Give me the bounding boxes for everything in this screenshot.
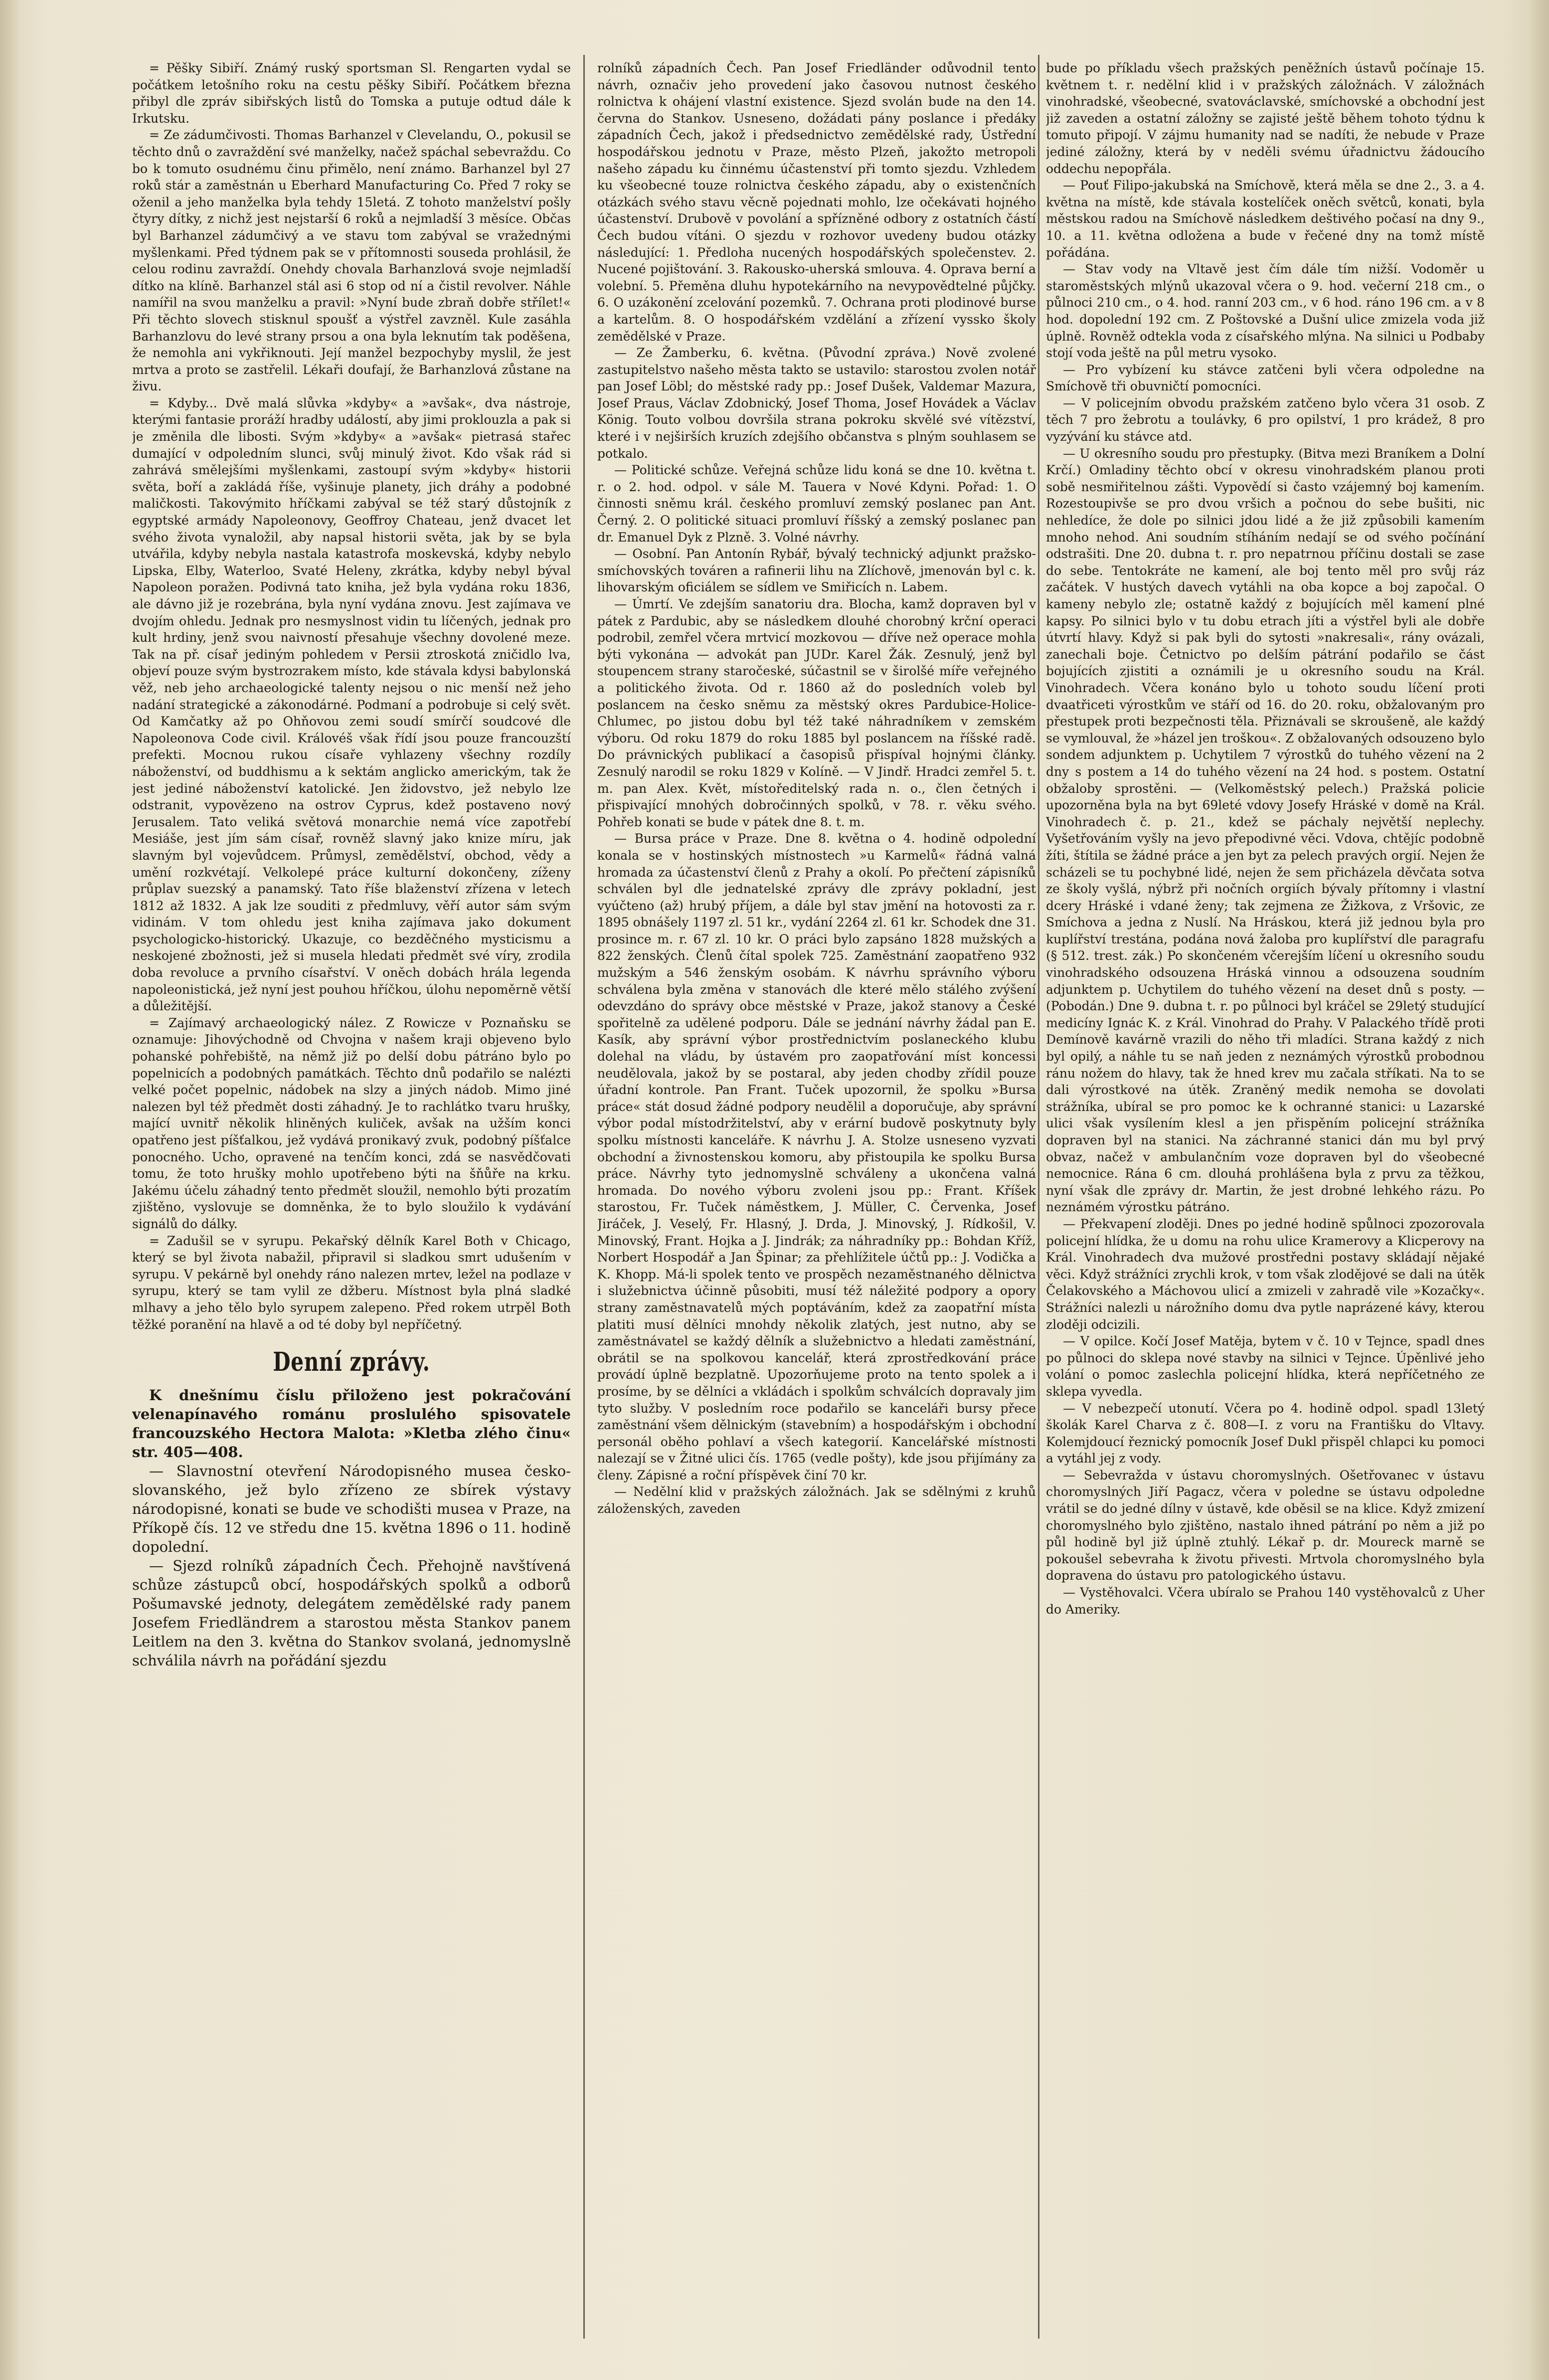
article: — Vystěhovalci. Včera ubíralo se Prahou 140 vystěhovalců z Uher do Ameriky.: [1046, 1585, 1485, 1617]
article: = Ze zádumčivosti. Thomas Barhanzel v Clevelandu, O., pokusil se těchto dnů o zavraždění své manželky, načež spáchal sebevraždu. Co bo k tomuto osudnému činu přimělo, není známo. Barhanzel byl 27 roků stár a zaměstnán u Eberhard Manufacturing Co. Před 7 roky se oženil a jeho manželka byla tehdy 15letá. Z tohoto manželství pošly čtyry dítky, z nichž jest nejstarší 6 roků a nejmladší 3 měsíce. Občas byl Barhanzel zádumčivý a ve stavu tom zabýval se vražednými myšlenkami. Před týdnem pak se v přítomnosti souseda prohlásil, že celou rodinu zavraždí. Onehdy chovala Barhanzlová svoje nejmladší dítko na klíně. Barhanzel stál asi 6 stop od ní a čistil revolver. Náhle namířil na svou manželku a pravil: »Nyní bude zbraň dobře střílet!« Při těchto slovech stisknul spoušť a výstřel zavzněl. Kule zasáhla Barhanzlovu do levé strany prsou a ona byla leknutím tak poděšena, že nemohla ani vykřiknouti. Její manžel bezpochyby myslil, že jest mrtva a proto se zastřelil. Lékaři doufají, že Barhanzlová zůstane na živu.: [132, 128, 571, 394]
article: — Politické schůze. Veřejná schůze lidu koná se dne 10. května t. r. o 2. hod. odpol. v sále M. Tauera v Nové Kdyni. Pořad: 1. O činnosti sněmu král. českého promluví zemský poslanec pan Ant. Černý. 2. O politické situaci promluví říšský a zemský poslanec pan dr. Emanuel Dyk z Plzně. 3. Volné návrhy.: [597, 463, 1036, 545]
article: — Nedělní klid v pražských záložnách. Jak se sdělnými z kruhů záloženských, zaveden: [597, 1484, 1036, 1516]
article: bude po příkladu všech pražských peněžních ústavů počínaje 15. květnem t. r. nedělní klid i v pražských záložnách. V záložnách vinohradské, všeobecné, svatováclavské, smíchovské a obchodní jest již zaveden a ostatní záložny se zajisté ještě během tohoto týdnu k tomuto připojí. V zájmu humanity nad se nadíti, že nebude v Praze jediné záložny, která by v neděli svému úřadnictvu žádoucího oddechu nepopřála.: [1046, 61, 1485, 176]
column-1: [132, 60, 571, 2334]
lead-notice: K dnešnímu číslu přiloženo jest pokračování velenapínavého románu proslulého spisovatele francouzského Hectora Malota: »Kletba zlého činu« str. 405—408.: [132, 1387, 571, 1461]
column-divider: [1038, 55, 1039, 2339]
article: — Slavnostní otevření Národopisného musea česko-slovanského, jež bylo zřízeno ze sbírek výstavy národopisné, konati se bude ve schodišti musea v Praze, na Příkopě čís. 12 ve středu dne 15. května 1896 o 11. hodině dopolední.: [132, 1463, 571, 1556]
column-3: [1046, 60, 1485, 2334]
article: — V nebezpečí utonutí. Včera po 4. hodině odpol. spadl 13letý školák Karel Charva z č. 808—I. z voru na Františku do Vltavy. Kolemjdoucí řeznický pomocník Josef Dukl přispěl chlapci ku pomoci a vytáhl jej z vody.: [1046, 1401, 1485, 1466]
article: — Sjezd rolníků západních Čech. Přehojně navštívená schůze zástupců obcí, hospodářských spolků a odborů Pošumavské jednoty, delegátem zemědělské rady panem Josefem Friedländrem a starostou města Stankov panem Leitlem na den 3. května do Stankov svolaná, jednomyslně schválila návrh na pořádání sjezdu: [132, 1557, 571, 1669]
page-edge-left: [0, 0, 20, 2380]
article: rolníků západních Čech. Pan Josef Friedländer odůvodnil tento návrh, označiv jeho provedení jako časovou nutnost českého rolnictva k ohájení vlastní existence. Sjezd svolán bude na den 14. června do Stankov. Usneseno, dožádati pány poslance i předáky západních Čech, jakož i předsednictvo zemědělské rady, Ústřední hospodářskou jednotu v Praze, město Plzeň, jakožto metropoli našeho západu ku činnému účastenství při tomto sjezdu. Vzhledem ku všeobecné touze rolnictva českého západu, aby o existenčních otázkách svého stavu věcně pojednati mohlo, lze očekávati hojného účastenství. Drubově v povolání a spřízněné odbory z ostatních částí Čech budou vítáni. O sjezdu v rozhovor uvedeny budou otázky následující: 1. Předloha nucených hospodářských společenstev. 2. Nucené pojištování. 3. Rakousko-uherská smlouva. 4. Oprava berní a volební. 5. Přeměna dluhu hypotekárního na nevypovědtelné půjčky. 6. O uzákonění zcelování pozemků. 7. Ochrana proti plodinové burse a kartelům. 8. O hospodářském vzdělání a zřízení vyssko školy zemědělské v Praze.: [597, 61, 1036, 344]
article: — Bursa práce v Praze. Dne 8. května o 4. hodině odpolední konala se v hostinských místnostech »u Karmelů« řádná valná hromada za účastenství členů z Prahy a okolí. Po přečtení zápisníků schválen byl dle jednatelské zprávy dle zprávy pokladní, jest vyúčteno (až) hrubý příjem, a dále byl stav jmění na hotovosti za r. 1895 obnášely 1197 zl. 51 kr., vydání 2264 zl. 61 kr. Schodek dne 31. prosince m. r. 67 zl. 10 kr. O práci bylo zapsáno 1828 mužských a 822 ženských. Členů čítal spolek 725. Zaměstnání zaopatřeno 932 mužským a 546 ženským osobám. K návrhu správního výboru schválena byla změna v stanovách dle které mělo stálého zvýšení odevzdáno do správy obce městské v Praze, jakož stanovy a České spořitelně za udělené podporu. Dále se jednání návrhy žádal pan E. Kasík, aby správní výbor prostřednictvím poslaneckého klubu dolehal na vládu, by ústavém pro zaopatřování míst koncessi neudělovala, jakož by se postaral, aby jeden chodby zřídil pouze úřadní kontrole. Pan Frant. Tuček upozornil, že spolku »Bursa práce« stát dosud žádné podpory neudělil a doporučuje, aby správní výbor podal místodržitelství, aby v erární budově poskytnuty byly spolku místnosti kanceláře. K návrhu J. A. Stolze usneseno vyzvati obchodní a živnostenskou komoru, aby přistoupila ke spolku Bursa práce. Návrhy tyto jednomyslně schváleny a ukončena valná hromada. Do nového výboru zvoleni jsou pp.: Frant. Kříšek starostou, Fr. Tuček náměstkem, J. Müller, C. Červenka, Josef Jiráček, J. Veselý, Fr. Hlasný, J. Drda, J. Minovský, J. Rídkošil, V. Minovský, Frant. Hojka a J. Jindrák; za náhradníky pp.: Bohdan Kříž, Norbert Hospodář a Jan Špinar; za přehlížitele účtů pp.: J. Vodička a K. Khopp. Má-li spolek tento ve prospěch nezaměstnaného dělnictva i služebnictva účinně působiti, musí též náležité podpory a opory strany zaměstnavatelů mých poptáváním, kdež za zaopatřní místa platiti musí dělníci mnohdy několik zlatých, jest nutno, aby se zaměstnávatel se každý dělník a služebnictvo a hledati zaměstnání, obrátil se na spolkovou kancelář, která zprostředkování práce provádí úplně bezplatně. Upozorňujeme proto na tento spolek a i prosíme, by se dělníci a vkládách i spolkům schválcích dopravaly jim tyto služby. V posledním roce podařilo se kanceláři bursy přece zaměstnání všem dělnickým (stavebním) a hospodářským i obchodní personál oběho pohlaví a všech kategorií. Kancelářské místnosti nalezají se v Žitné ulici čís. 1765 (vedle pošty), kde jsou přijímány za členy. Zápisné a roční příspěvek činí 70 kr.: [597, 831, 1036, 1482]
article: — Pro vybízení ku stávce zatčeni byli včera odpoledne na Smíchově tři obuvničtí pomocníci.: [1046, 362, 1485, 394]
article: = Pěšky Sibiří. Známý ruský sportsman Sl. Rengarten vydal se počátkem letošního roku na cestu pěšky Sibiří. Počátkem března přibyl dle zpráv sibiřských listů do Tomska a putuje odtud dále k Irkutsku.: [132, 61, 571, 126]
article: — Stav vody na Vltavě jest čím dále tím nižší. Vodoměr u staroměstských mlýnů ukazoval včera o 9. hod. večerní 218 cm., o půlnoci 210 cm., o 4. hod. ranní 203 cm., v 6 hod. ráno 196 cm. a v 8 hod. dopolední 192 cm. Z Poštovské a Dušní ulice zmizela voda již úplně. Rovněž odtekla voda z císařského mlýna. Na silnici u Podbaby stojí voda ještě na půl metru vysoko.: [1046, 262, 1485, 361]
page-edge-right: [1529, 0, 1549, 2380]
article: = Zajímavý archaeologický nález. Z Rowicze v Poznaňsku se oznamuje: Jihovýchodně od Chvojna v našem kraji objeveno bylo pohanské pohřebiště, na němž již po delší dobu pátráno bylo po popelnicích a podobných památkách. Těchto dnů podařilo se nalézti velké počet popelnic, nádobek na slzy a jiných nádob. Mimo jiné nalezen byl též předmět dosti záhadný. Je to rachlátko tvaru hrušky, mající uvnitř několik hliněných kuliček, avšak na užším konci opatřeno jest píšťalkou, jež vydává pronikavý zvuk, podobný píšťalce ponocného. Ucho, opravené na tenčím konci, zdá se nasvědčovati tomu, že toto hrušky mohlo upotřebeno býti na šňůře na krku. Jakému účelu záhadný tento předmět sloužil, nemohlo býti prozatím zjištěno, vyslovuje se domněnka, že to bylo sloužilo k vydávání signálů do dálky.: [132, 1015, 571, 1231]
article: — Osobní. Pan Antonín Rybář, bývalý technický adjunkt pražsko-smíchovských továren a rafinerii lihu na Zlíchově, jmenován byl c. k. lihovarským oficiálem se sídlem ve Smiřicích n. Labem.: [597, 547, 1036, 595]
article: — Úmrtí. Ve zdejším sanatoriu dra. Blocha, kamž dopraven byl v pátek z Pardubic, aby se následkem dlouhé chorobný krční operaci podrobil, zemřel včera mrtvicí mozkovou — dříve než operace mohla býti vykonána — advokát pan JUDr. Karel Žák. Zesnulý, jenž byl stoupencem strany staročeské, súčastnil se v širolšé míře veřejného a politického života. Od r. 1860 až do posledních voleb byl poslancem na česko sněmu za městský okres Pardubice-Holice-Chlumec, po jistou dobu byl též také náhradníkem v zemském výboru. Od roku 1879 do roku 1885 byl poslancem na říšské radě. Do právnických publikací a časopisů přispíval hojnými články. Zesnulý narodil se roku 1829 v Kolíně. — V Jindř. Hradci zemřel 5. t. m. pan Alex. Květ, místoředitelský rada n. o., člen četných i přispivající mnohých dobročinných spolků, v 78. r. věku svého. Pohřeb konati se bude v pátek dne 8. t. m.: [597, 597, 1036, 829]
article: — Sebevražda v ústavu choromyslných. Ošetřovanec v ústavu choromyslných Jiří Pagacz, včera v poledne se ústavu odpoledne vrátil se do jedné dílny v ústavě, kde oběsil se na klice. Když zmizení choromyslného bylo zjištěno, nastalo ihned pátrání po něm a již po půl hodině byl již úplně ztuhlý. Lékař p. dr. Moureck marně se pokoušel sebevraha k životu přivesti. Mrtvola choromyslného byla dopravena do ústavu pro patologického ústavu.: [1046, 1467, 1485, 1583]
column-2: [597, 60, 1036, 2334]
section-heading: Denní zprávy.: [273, 1347, 430, 1378]
article: — Překvapení zloději. Dnes po jedné hodině spůlnoci zpozorovala policejní hlídka, že u domu na rohu ulice Kramerovy a Klicperovy na Král. Vinohradech dva mužové prostředni postavy skládají nějaké věci. Když strážníci zrychli krok, v tom však zlodějové se dali na útěk Čelakovského a Máchovou ulicí a zmizeli v zahradě vile »Kozačky«. Strážníci nalezli u nárožního domu dva pytle naprázené kávy, kterou zloději odcizili.: [1046, 1216, 1485, 1332]
article: = Kdyby... Dvě malá slůvka »kdyby« a »avšak«, dva nástroje, kterými fantasie proráží hradby událostí, aby jimi proklouzla a pak si je změnila dle libosti. Svým »kdyby« a »avšak« pietrasá stařec dumající v odpoledním slunci, svůj minulý život. Kdo však rád si zahrává smělejšími myšlenkami, zastoupí svým »kdyby« historii světa, boří a zakládá říše, vyšinuje planety, jich dráhy a podobné maličkosti. Takovýmito hříčkami zabýval se též starý důstojník z egyptské armády Napoleonovy, Geoffroy Chateau, jenž dvacet let svého života vynaložil, aby napsal historii světa, jak by se byla utvářila, kdyby nebyla nastala katastrofa moskevská, kdyby nebylo Lipska, Elby, Waterloo, Svaté Heleny, zkrátka, kdyby nebyl býval Napoleon poražen. Podivná tato kniha, jež byla vydána roku 1836, ale dávno již je rozebrána, byla nyní vydána znovu. Jest zajímava ve dvojím ohledu. Jednak pro nesmyslnost vidin tu líčených, jednak pro kult hrdiny, jenž svou naivností přesahuje všechny dovolené meze. Tak na př. císař jediným pohledem v Persii ztroskotá zničidlo lva, objeví pouze svým bystrozrakem místo, kde stávala kdysi babylonská věž, neb jeho archaeologické talenty nejsou o nic menší než jeho nadání strategické a zákonodárné. Podmaní a podrobuje si celý svět. Od Kamčatky až po Ohňovou zemi soudí smírčí soudcové dle Napoleonova Code civil. Královéš však řídí jsou pouze francouzští prefekti. Mocnou rukou císaře vyhlazeny všechny rozdíly náboženství, od buddhismu a k sektám anglicko americkým, tak že jest jediné náboženství katolické. Jen židovstvo, jež nebylo lze odstranit, vypovězeno na ostrov Cyprus, kdež postaveno nový Jerusalem. Tato veliká světová monarchie nemá více zapotřebí Mesiáše, jest jím sám císař, rovněž slavný jako knize míru, jak slavným byl vojevůdcem. Průmysl, zemědělství, obchod, vědy a umění rozkvétají. Velkolepé práce kulturní dokončeny, zíženy průplav suezský a panamský. Tato říše blaženství zřízena v letech 1812 až 1832. A jak lze souditi z předmluvy, věří autor sám svým vidinám. V tom ohledu jest kniha zajímava jako dokument psychologicko-historický. Ukazuje, co bezděčného mysticismu a neskojené zbožnosti, jež si musela hledati předmět své víry, zrodila doba revoluce a prvního císařství. V oněch dobách hrála legenda napoleonistická, jež nyní jest pouhou hříčkou, úlohu nepoměrně větší a důležitější.: [132, 395, 571, 1014]
article: — Pouť Filipo-jakubská na Smíchově, která měla se dne 2., 3. a 4. května na místě, kde stávala kostelíček oněch světců, konati, byla městskou radou na Smíchově následkem deštivého počasí na dny 9., 10. a 11. května odložena a bude v řečené dny na tomž místě pořádána.: [1046, 178, 1485, 260]
article: — V policejním obvodu pražském zatčeno bylo včera 31 osob. Z těch 7 pro žebrotu a toulávky, 6 pro opilství, 1 pro krádež, 8 pro vyzývání ku stávce atd.: [1046, 395, 1485, 444]
article: — U okresního soudu pro přestupky. (Bitva mezi Braníkem a Dolní Krčí.) Omladiny těchto obcí v okresu vinohradském planou proti sobě nesmiřitelnou zášti. Vypovědí si často vzájemný boj kamením. Rozestoupivše se pro dvou vršich a počnou do sebe bušiti, nic nehledíce, že dole po silnici jdou lidé a že již způsobili kamením mnoho nehod. Ani soudním stíháním nedají se od svého počínání odstrašiti. Dne 20. dubna t. r. pro nepatrnou příčinu dostali se zase do sebe. Tentokráte ne kamení, ale boj tento měl pro svůj ráz začátek. V hustých davech vytáhli na oba kopce a boj započal. O kameny nebylo zle; ostatně každý z bojujících měl kamení plné kapsy. Po silnici bylo v tu dobu etrach jíti a výstřel byli ale dobře útvrtí hlavy. Když si pak byli do sytosti »nakresali«, rány ovázali, zanechali boje. Četnictvo po delším pátrání podařilo se část bojujících zjistiti a oznámili je u okresního soudu na Král. Vinohradech. Včera konáno bylo u tohoto soudu líčení proti dvaatřiceti výrostkům ve stáří od 16. do 20. roku, obžalovaným pro přestupek proti bezpečnosti těla. Přiznávali se skroušeně, ale každý se vymlouval, že »házel jen troškou«. Z obžalovaných odsouzeno bylo sondem adjunktem p. Uchytilem 7 výrostků do tuhého vězení na 2 dny s postem a 14 do tuhého vězení na 24 hod. s postem. Ostatní obžaloby sprostěni. — (Velkoměstský pelech.) Pražská policie upozorněna byla na byt 69leté vdovy Josefy Hráské v domě na Král. Vinohradech č. p. 21., kdež se páchaly největší neplechy. Vyšetřováním vyšly na jevo přepodivné věci. Vdova, chtějíc podobně žíti, štítila se žádné práce a jen byt za pelech pravých orgií. Nejen že scházeli se tu pochybné lidé, nejen že sem přicházela děvčata sotva ze školy vyšlá, nýbrž při nočních orgiích bývaly přítomny i vlastní dcery Hráské i vdané ženy; tak zejmena ze Žižkova, z Vršovic, ze Smíchova a jedna z Nuslí. Na Hráskou, která již jednou byla pro kuplířství trestána, podána nová žaloba pro kuplířství dle paragrafu (§ 512. trest. zák.) Po skončeném včerejším líčení u okresního soudu vinohradského odsouzena Hráská vinnou a odsouzena soudním adjunktem p. Uchytilem do tuhého vězení na deset dnů s posty. — (Pobodán.) Dne 9. dubna t. r. po půlnoci byl kráčel se 29letý studující medicíny Ignác K. z Král. Vinohrad do Prahy. V Palackého třídě proti Demínově kavárně vrazili do něho tři mladíci. Strana každý z nich byl opilý, a náhle tu se naň jeden z neznámých výrostků probodnou ránu nožem do hlavy, tak že hned krev mu začala stříkati. Na to se dali výrostkové na útěk. Zraněný medik nemoha se dovolati strážníka, ubíral se pro pomoc ke k ochranné stanici: u Lazarské ulici však vysílením klesl a jen přispěním policejní strážníka dopraven byl na stanici. Na záchranné stanici dán mu byl prvý obvaz, načež v ambulančním voze dopraven byl do všeobecné nemocnice. Rána 6 cm. dlouhá prohlášena byla z prvu za těžkou, nyní však dle zprávy dr. Martin, že jest drobné lehkého rázu. Po neznámém výrostku pátráno.: [1046, 446, 1485, 1215]
article: — V opilce. Kočí Josef Matěja, bytem v č. 10 v Tejnce, spadl dnes po půlnoci do sklepa nové stavby na silnici v Tejnce. Úpěnlivé jeho volání o pomoc zaslechla policejní hlídka, která nepříčetného ze sklepa vyvedla.: [1046, 1334, 1485, 1399]
article: — Ze Žamberku, 6. května. (Původní zpráva.) Nově zvolené zastupitelstvo našeho města takto se ustavilo: starostou zvolen notář pan Josef Löbl; do městské rady pp.: Josef Dušek, Valdemar Mazura, Josef Praus, Václav Zdobnický, Josef Thoma, Josef Hovádek a Václav König. Touto volbou dovršila strana pokroku skvělé své vítězství, které i v nejširších kruzích zdejšího občanstva s plným souhlasem se potkalo.: [597, 346, 1036, 461]
column-divider: [583, 55, 585, 2339]
article: = Zadušil se v syrupu. Pekařský dělník Karel Both v Chicago, který se byl života nabažil, připravil si sladkou smrt udušením v syrupu. V pekárně byl onehdy ráno nalezen mrtev, ležel na podlaze v syrupu, který se tam vylil ze džberu. Místnost byla plná sladké mlhavy a jeho tělo bylo syrupem zalepeno. Před rokem utrpěl Both těžké poranění na hlavě a od té doby byl nepříčetný.: [132, 1233, 571, 1332]
